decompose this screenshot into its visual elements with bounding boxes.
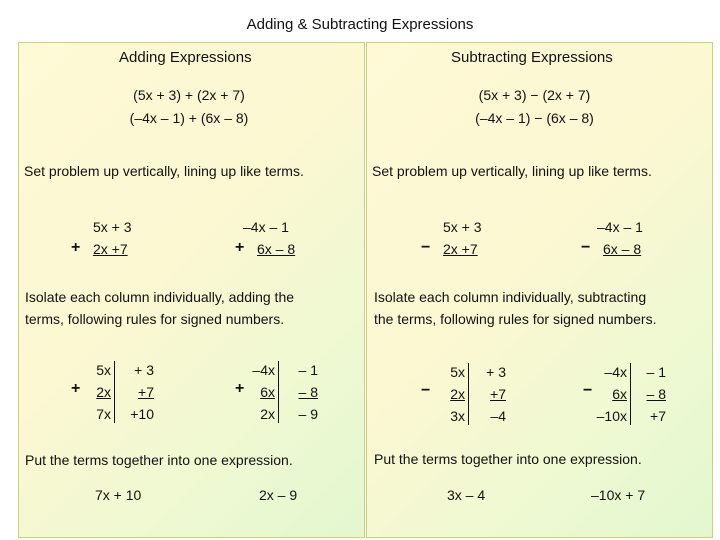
adding-panel: [18, 42, 365, 538]
column-divider: [630, 363, 631, 425]
column-1-x-terms: [89, 359, 111, 425]
constant-term: + 3: [486, 364, 506, 380]
column-1-constants: [470, 361, 506, 427]
column-divider: [278, 361, 279, 423]
column-2-constants: [282, 359, 318, 425]
subtracting-panel: [366, 42, 713, 538]
vertical-2-line2: 6x – 8: [603, 241, 642, 257]
constant-term: – 1: [298, 362, 318, 378]
column-divider: [468, 363, 469, 425]
constant-term: – 8: [298, 384, 318, 400]
x-term: –4x: [252, 362, 275, 378]
constant-term: + 3: [134, 362, 154, 378]
column-1-operator: +: [71, 380, 81, 397]
column-divider: [114, 361, 115, 423]
problem-2: (–4x – 1) − (6x – 8): [475, 110, 594, 126]
answer-2: –10x + 7: [591, 487, 646, 503]
vertical-1-operator: +: [71, 239, 81, 256]
x-term-result: 2x: [260, 406, 275, 422]
step-2-instruction-line1: Isolate each column individually, adding the: [25, 289, 295, 305]
x-term: 2x: [450, 386, 465, 402]
column-2-x-terms: [241, 359, 275, 425]
panel-heading: Subtracting Expressions: [451, 49, 613, 66]
column-2-x-terms: [589, 361, 627, 427]
x-term: 6x: [612, 386, 627, 402]
constant-result: +7: [650, 408, 666, 424]
problem-2: (–4x – 1) + (6x – 8): [129, 110, 249, 126]
step-3-instruction: Put the terms together into one expression.: [374, 451, 642, 467]
answer-1: 3x – 4: [447, 487, 486, 503]
constant-result: – 9: [298, 406, 318, 422]
vertical-2-line1: –4x – 1: [597, 219, 643, 235]
x-term: –4x: [604, 364, 627, 380]
vertical-1-operator: −: [421, 239, 431, 256]
vertical-2-operator: −: [581, 239, 591, 256]
step-2-instruction-line2: terms, following rules for signed numbers.: [25, 311, 285, 327]
constant-result: –4: [490, 408, 506, 424]
x-term: 2x: [96, 384, 111, 400]
step-2-instruction-line2: the terms, following rules for signed numbers.: [374, 311, 657, 327]
vertical-1-line2: 2x +7: [443, 241, 478, 257]
constant-result: +10: [130, 406, 154, 422]
column-1-constants: [118, 359, 154, 425]
x-term: 6x: [260, 384, 275, 400]
constant-term: +7: [490, 386, 506, 402]
vertical-1-line2: 2x +7: [93, 241, 128, 257]
vertical-2-line2: 6x – 8: [257, 241, 296, 257]
step-1-instruction: Set problem up vertically, lining up like terms.: [372, 163, 652, 179]
x-term: 5x: [450, 364, 465, 380]
step-2-instruction-line1: Isolate each column individually, subtracting: [374, 289, 647, 305]
problem-1: (5x + 3) − (2x + 7): [478, 87, 591, 103]
x-term-result: 3x: [450, 408, 465, 424]
constant-term: +7: [138, 384, 154, 400]
problem-1: (5x + 3) + (2x + 7): [133, 87, 245, 103]
page-title: Adding & Subtracting Expressions: [246, 16, 474, 33]
column-2-operator: +: [235, 380, 245, 397]
column-2-constants: [632, 361, 666, 427]
constant-term: – 8: [646, 386, 666, 402]
column-1-x-terms: [439, 361, 465, 427]
vertical-2-line1: –4x – 1: [243, 219, 289, 235]
x-term-result: –10x: [596, 408, 627, 424]
vertical-1-line1: 5x + 3: [443, 219, 482, 235]
column-2-operator: −: [583, 382, 593, 399]
constant-term: – 1: [646, 364, 666, 380]
step-1-instruction: Set problem up vertically, lining up like terms.: [24, 163, 304, 179]
panel-heading: Adding Expressions: [119, 49, 252, 66]
column-1-operator: −: [421, 382, 431, 399]
answer-1: 7x + 10: [95, 487, 142, 503]
vertical-2-operator: +: [235, 239, 245, 256]
step-3-instruction: Put the terms together into one expression.: [25, 452, 293, 468]
answer-2: 2x – 9: [259, 487, 298, 503]
vertical-1-line1: 5x + 3: [93, 219, 132, 235]
x-term: 5x: [96, 362, 111, 378]
x-term-result: 7x: [96, 406, 111, 422]
